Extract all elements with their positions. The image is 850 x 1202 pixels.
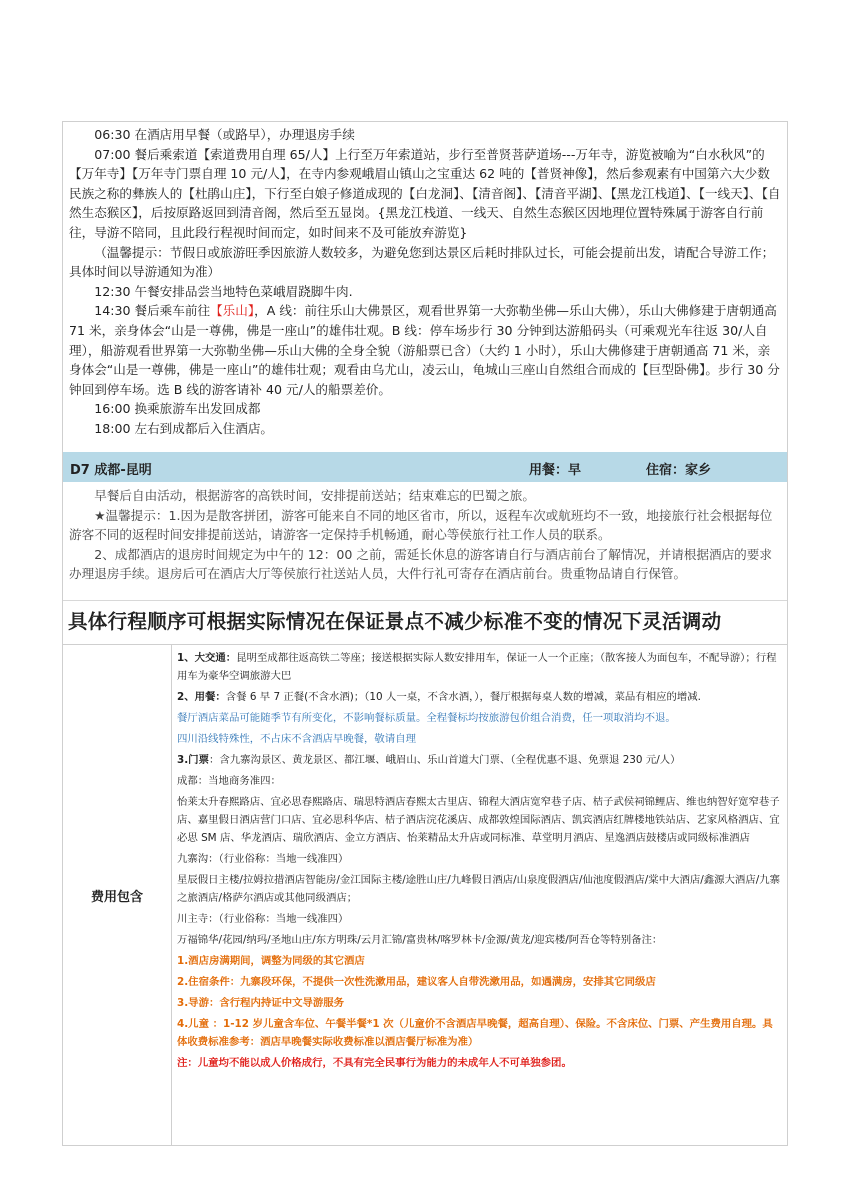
fee-czs-head: 川主寺：（行业俗称：当地一线准四） xyxy=(177,913,349,925)
day7-content xyxy=(63,486,787,584)
leshan-prefix: 14:30 餐后乘车前往 xyxy=(94,303,211,319)
fee-include-table xyxy=(63,644,787,1146)
fee-traffic-text: 昆明至成都往返高铁二等座；接送根据实际人数安排用车，保证一人一个正座；（散客接人为面包车，不配导游）；行程用车为豪华空调旅游大巴 xyxy=(177,652,777,682)
fee-traffic xyxy=(177,649,783,685)
fee-note-children: 4.儿童 ：1-12 岁儿童含车位、午餐半餐*1 次（儿童价不含酒店早晚餐，超高自理）、保险。不含床位、门票、产生费用自理。具体收费标准参考：酒店早晚餐实际收费标准以酒店餐厅标准为准） xyxy=(177,1018,773,1048)
fee-note-hotel-full: 1.酒店房满期间，调整为同级的其它酒店 xyxy=(177,955,365,967)
itinerary-day6-section xyxy=(63,122,787,439)
itinerary-line-cableway: 07:00 餐后乘索道【索道费用自理 65/人】上行至万年索道站，步行至普贤菩萨道场---万年寺，游览被喻为“白水秋风”的【万年寺】【万年寺门票自理 10 元/人】，在寺内参观峨眉山镇山之宝重达 62 吨的【普贤神像】，然后参观素有中国第六大少数民族之称的彝族人的【杜鹃山庄】，下行至白娘子修道成现的【白龙洞】、【清音阁】、【清音平湖】、【黑龙江栈道】、【一线天】、【自然生态猴区】，后按原路返回到清音阁，然后至五显岗。{黑龙江栈道、一线天、自然生态猴区因地理位置特殊属于游客自行前往，导游不陪同，且此段行程视时间而定，如时间来不及可能放弃游览} xyxy=(69,146,781,240)
fee-meal-note2: 四川沿线特殊性，不占床不含酒店早晚餐，敬请自理 xyxy=(177,733,416,745)
fee-traffic-head: 1、大交通： xyxy=(177,652,237,664)
day7-line-free-activity: 早餐后自由活动，根据游客的高铁时间，安排提前送站；结束难忘的巴蜀之旅。 xyxy=(94,488,535,503)
day7-tip-return: ★温馨提示：1.因为是散客拼团，游客可能来自不同的地区省市，所以，返程车次或航班均不一致，地接旅行社会根据每位游客不同的返程时间安排提前送站，请游客一定保持手机畅通，耐心等侯旅行社工作人员的联系。 xyxy=(69,507,773,543)
leshan-detail: ，A 线：前往乐山大佛景区，观看世界第一大弥勒坐佛—乐山大佛），乐山大佛修建于唐朝通高 71 米，亲身体会“山是一尊佛，佛是一座山”的雄伟壮观。B 线：停车场步行 30 分钟到达游船码头（可乘观光车往返 30/人自理），船游观看世界第一大弥勒坐佛—乐山大佛的全身全貌（游船票已含）（大约 1 小时），乐山大佛修建于唐朝通高 71 米，亲身体会“山是一尊佛，佛是一座山”的雄伟壮观；观看由乌尤山，凌云山，龟城山三座山自然组合而成的【巨型卧佛】。步行 30 分钟回到停车场。选 B 线的游客请补 40 元/人的船票差价。 xyxy=(69,303,780,397)
day7-title: D7 成都-昆明 xyxy=(70,463,152,478)
fee-jzg-head: 九寨沟：（行业俗称：当地一线准四） xyxy=(177,853,349,865)
fee-include-content xyxy=(177,649,783,1075)
fee-note-minor: 注：儿童均不能以成人价格成行，不具有完全民事行为能力的未成年人不可单独参团。 xyxy=(177,1057,572,1069)
fee-meal-head: 2、用餐： xyxy=(177,691,226,703)
itinerary-line-lunch: 12:30 午餐安排品尝当地特色菜峨眉跷脚牛肉. xyxy=(94,283,353,299)
itinerary-line-return: 16:00 换乘旅游车出发回成都 xyxy=(94,401,261,417)
fee-note-accommodation: 2.住宿条件：九寨段环保，不提供一次性洗漱用品，建议客人自带洗漱用品，如遇满房，安排其它同级店 xyxy=(177,976,656,988)
itinerary-tip: （温馨提示：节假日或旅游旺季因旅游人数较多，为避免您到达景区后耗时排队过长，可能会提前出发，请配合导游工作；具体时间以导游通知为准） xyxy=(69,244,775,280)
day7-meals: 用餐：早 xyxy=(529,463,582,478)
fee-note-guide: 3.导游：含行程内持证中文导游服务 xyxy=(177,997,345,1009)
fee-chengdu-head: 成都：当地商务准四： xyxy=(177,775,281,787)
fee-jzg-hotels: 星辰假日主楼/拉姆拉措酒店智能房/金江国际主楼/途胜山庄/九峰假日酒店/山泉度假酒店/仙池度假酒店/棠中大酒店/鑫源大酒店/九寨之旅酒店/格萨尔酒店或其他同级酒店； xyxy=(177,874,780,904)
fee-meal xyxy=(177,688,783,706)
itinerary-line-leshan xyxy=(63,301,787,399)
day7-hotel: 住宿：家乡 xyxy=(646,463,712,478)
fee-ticket-head: 3.门票 xyxy=(177,754,209,766)
itinerary-line-hotel: 18:00 左右到成都后入住酒店。 xyxy=(94,420,274,436)
fee-czs-hotels: 万福锦华/花园/纳玛/圣地山庄/东方明珠/云月汇锦/富贵林/喀罗林卡/金源/黄龙/迎宾楼/阿吾仓等特别备注： xyxy=(177,934,663,946)
schedule-notice-heading: 具体行程顺序可根据实际情况在保证景点不减少标准不变的情况下灵活调动 xyxy=(68,610,722,633)
itinerary-line-breakfast: 06:30 在酒店用早餐（或路早），办理退房手续 xyxy=(94,127,355,142)
fee-ticket-text: ：含九寨沟景区、黄龙景区、都江堰、峨眉山、乐山首道大门票、（全程优惠不退、免票退 230 元/人） xyxy=(208,754,681,766)
fee-ticket xyxy=(177,751,783,769)
fee-chengdu-hotels: 怡莱太升春熙路店、宜必思春熙路店、瑞思特酒店春熙太古里店、锦程大酒店宽窄巷子店、桔子武侯祠锦鲤店、维也纳智好宽窄巷子店、嘉里假日酒店营门口店、宜必思科华店、桔子酒店浣花溪店、成都敦煌国际酒店、凯宾酒店红牌楼地铁站店、艺家风格酒店、宜必思 SM 店、华龙酒店、瑞欣酒店、金立方酒店、怡莱精品太升店或同标准、草堂明月酒店、星逸酒店鼓楼店或同级标准酒店 xyxy=(177,796,780,844)
day7-header xyxy=(63,452,787,482)
section-divider xyxy=(63,600,787,601)
fee-meal-note1: 餐厅酒店菜品可能随季节有所变化，不影响餐标质量。全程餐标均按旅游包价组合消费，任一项取消均不退。 xyxy=(177,712,676,724)
fee-meal-text: 含餐 6 早 7 正餐(不含水酒)；（10 人一桌，不含水酒，），餐厅根据每桌人数的增减，菜品有相应的增减. xyxy=(225,691,701,703)
day7-tip-checkout: 2、成都酒店的退房时间规定为中午的 12：00 之前，需延长休息的游客请自行与酒店前台了解情况，并请根据酒店的要求办理退房手续。退房后可在酒店大厅等侯旅行社送站人员，大件行礼可寄存在酒店前台。贵重物品请自行保管。 xyxy=(69,546,772,582)
leshan-highlight: 【乐山】 xyxy=(210,303,255,319)
fee-include-label: 费用包含 xyxy=(63,645,172,1146)
